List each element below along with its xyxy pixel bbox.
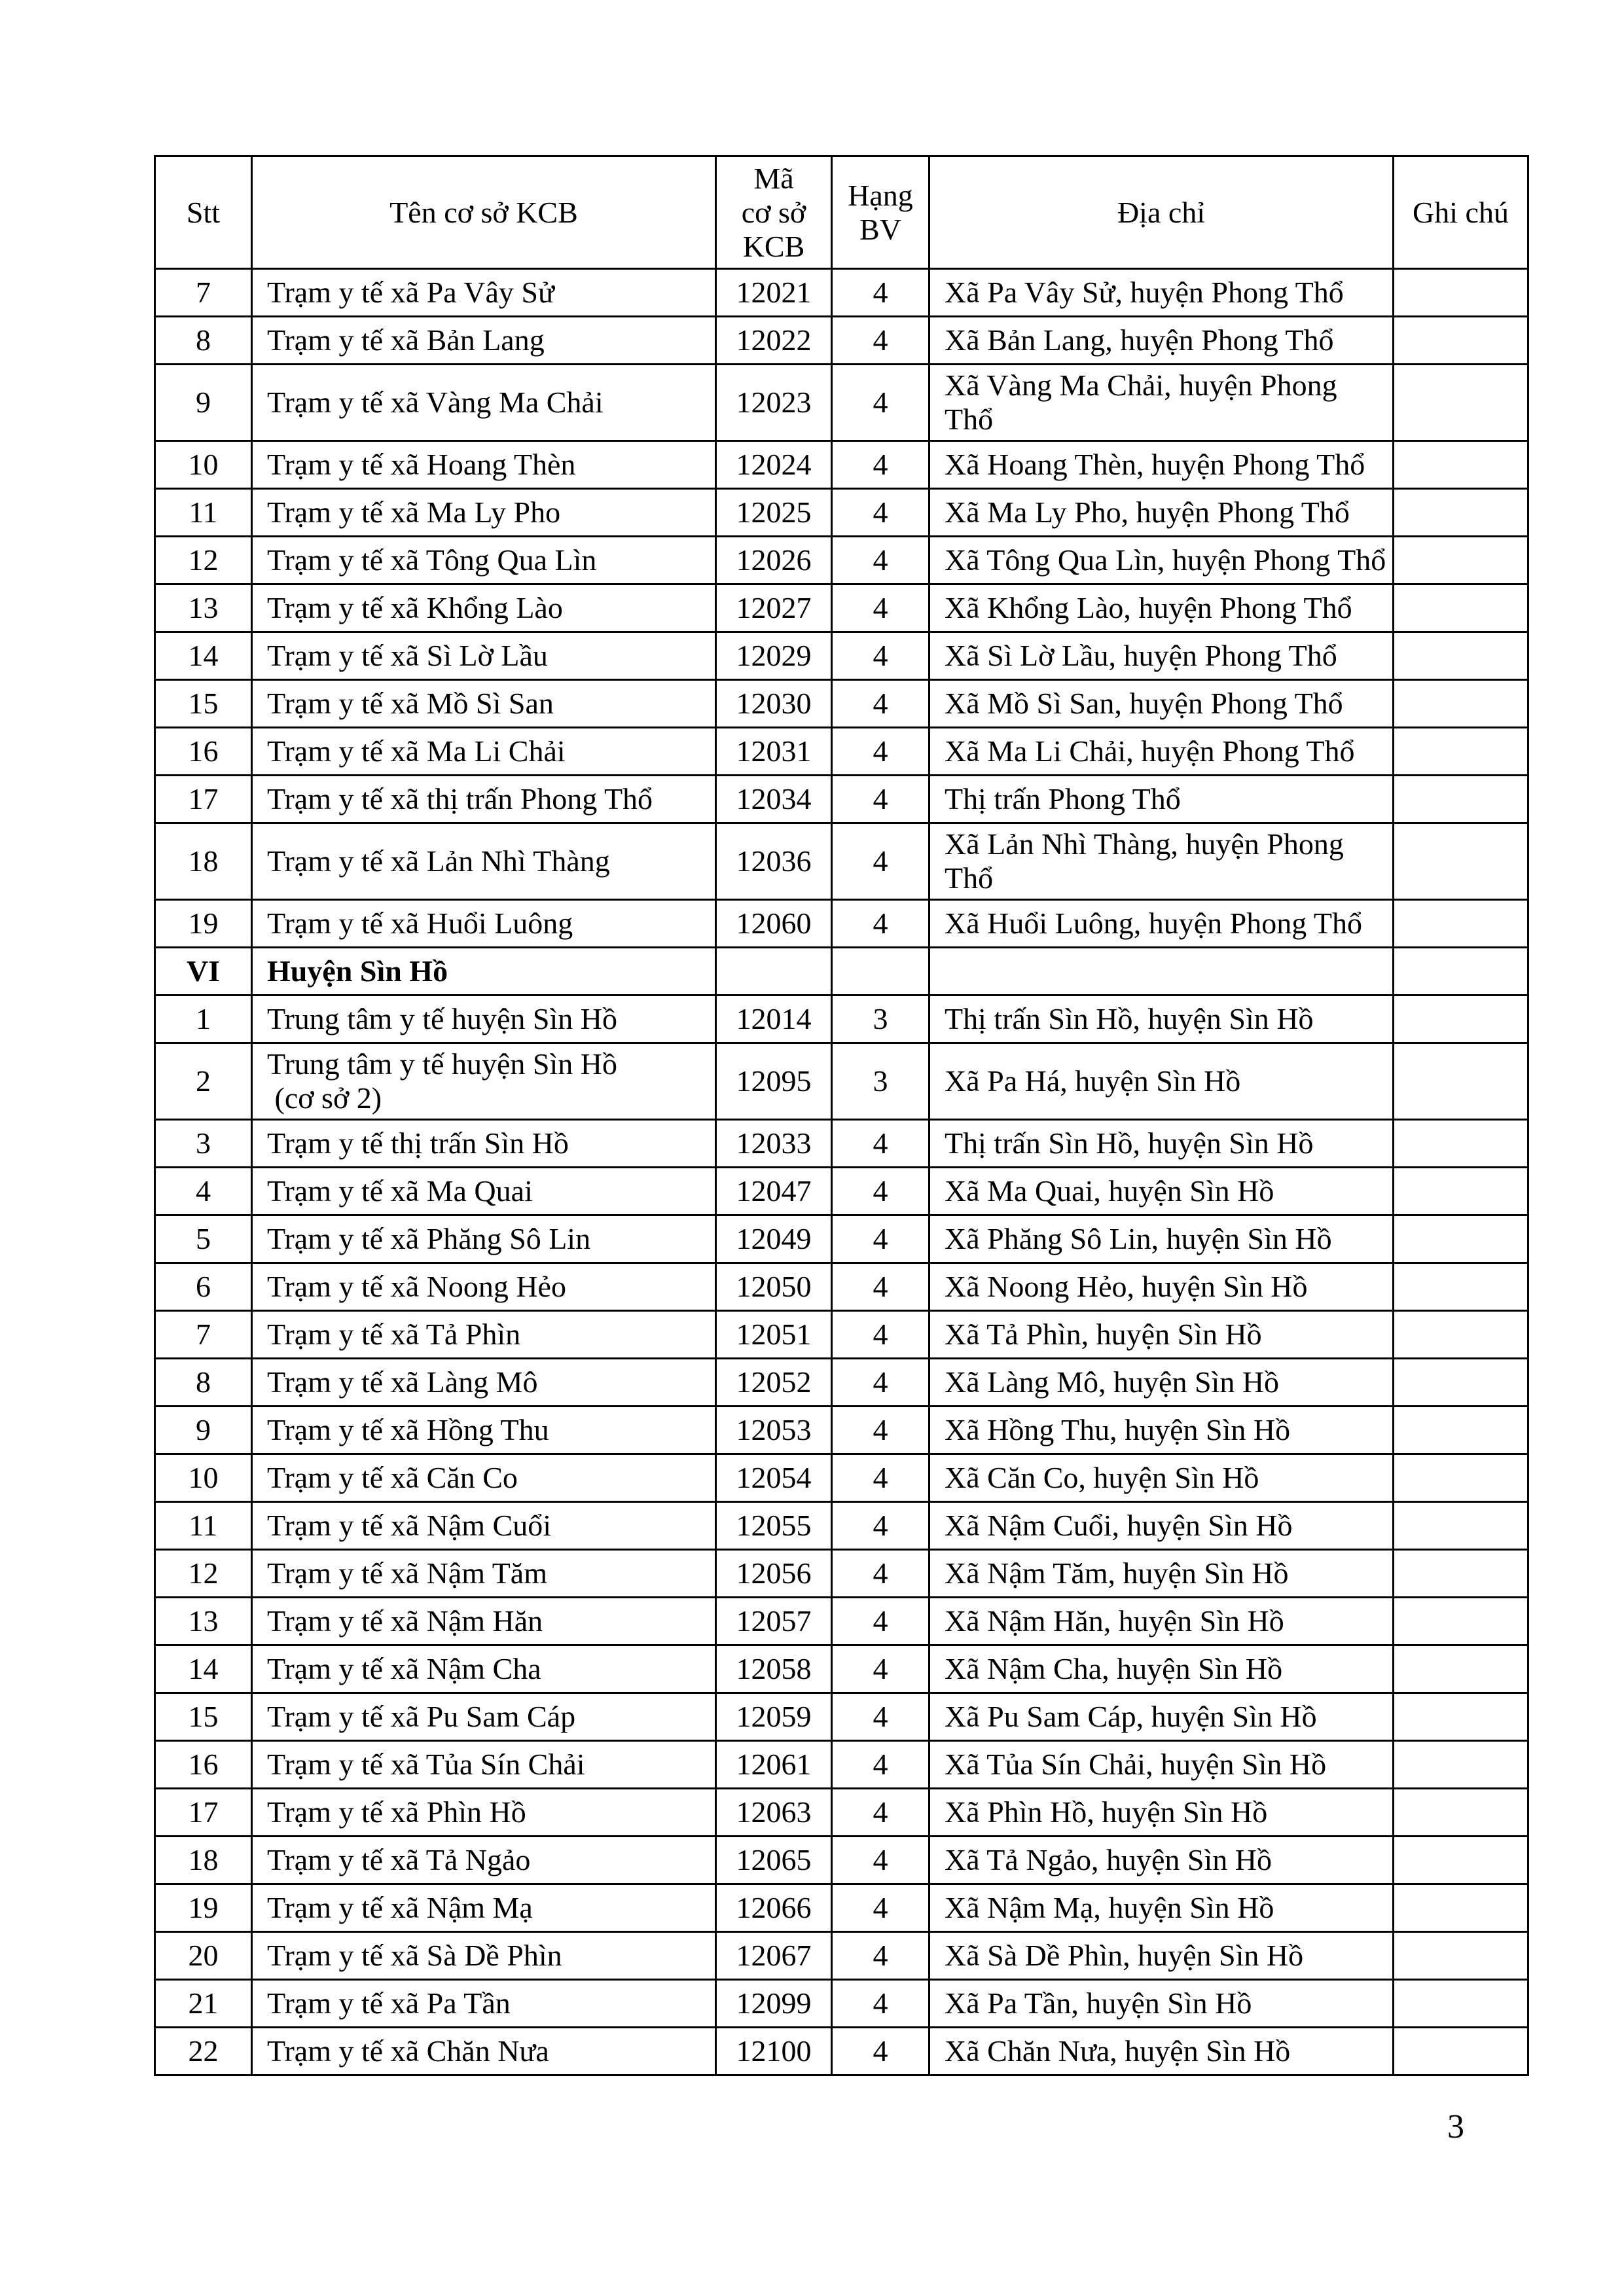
cell-facility-name: Trạm y tế xã Chăn Nưa bbox=[252, 2028, 716, 2075]
cell-address: Xã Chăn Nưa, huyện Sìn Hồ bbox=[929, 2028, 1394, 2075]
cell-stt: 4 bbox=[155, 1168, 252, 1215]
cell-facility-code: 12014 bbox=[716, 996, 832, 1043]
section-title: Huyện Sìn Hồ bbox=[252, 948, 716, 996]
cell-facility-name: Trạm y tế xã Nậm Tăm bbox=[252, 1550, 716, 1598]
cell-facility-code: 12034 bbox=[716, 776, 832, 823]
cell-facility-name: Trạm y tế xã Tả Ngảo bbox=[252, 1837, 716, 1884]
cell-address: Xã Nậm Cha, huyện Sìn Hồ bbox=[929, 1645, 1394, 1693]
cell-note bbox=[1394, 489, 1528, 537]
table-row bbox=[155, 1598, 1528, 1645]
cell-stt: 8 bbox=[155, 1359, 252, 1407]
cell-stt: 16 bbox=[155, 728, 252, 776]
cell-stt: 11 bbox=[155, 1502, 252, 1550]
cell-facility-code: 12051 bbox=[716, 1311, 832, 1359]
cell-hospital-rank: 4 bbox=[832, 900, 929, 948]
cell-stt: 13 bbox=[155, 584, 252, 632]
cell-hospital-rank: 4 bbox=[832, 1120, 929, 1168]
cell-hospital-rank: 4 bbox=[832, 1741, 929, 1789]
cell-note bbox=[1394, 1980, 1528, 2028]
table-row bbox=[155, 1359, 1528, 1407]
cell-facility-code: 12067 bbox=[716, 1932, 832, 1980]
table-row bbox=[155, 1932, 1528, 1980]
cell-note bbox=[1394, 1693, 1528, 1741]
cell-address: Xã Nậm Tăm, huyện Sìn Hồ bbox=[929, 1550, 1394, 1598]
cell-facility-code: 12066 bbox=[716, 1884, 832, 1932]
cell-note bbox=[1394, 1837, 1528, 1884]
address-line: Thổ bbox=[945, 861, 994, 895]
cell-address bbox=[929, 365, 1394, 441]
cell-hospital-rank: 4 bbox=[832, 1215, 929, 1263]
section-number: VI bbox=[155, 948, 252, 996]
cell-note bbox=[1394, 776, 1528, 823]
cell-facility-name: Trạm y tế xã Căn Co bbox=[252, 1454, 716, 1502]
cell-address: Xã Nậm Hăn, huyện Sìn Hồ bbox=[929, 1598, 1394, 1645]
cell-facility-name: Trạm y tế xã Tả Phìn bbox=[252, 1311, 716, 1359]
table-row bbox=[155, 996, 1528, 1043]
cell-note bbox=[1394, 1741, 1528, 1789]
cell-stt: 17 bbox=[155, 1789, 252, 1837]
cell-hospital-rank: 3 bbox=[832, 996, 929, 1043]
cell-hospital-rank: 4 bbox=[832, 1168, 929, 1215]
table-row bbox=[155, 584, 1528, 632]
cell-address: Thị trấn Sìn Hồ, huyện Sìn Hồ bbox=[929, 1120, 1394, 1168]
cell-facility-code: 12054 bbox=[716, 1454, 832, 1502]
cell-hospital-rank: 4 bbox=[832, 1598, 929, 1645]
cell-address: Xã Ma Li Chải, huyện Phong Thổ bbox=[929, 728, 1394, 776]
cell-hospital-rank: 4 bbox=[832, 1837, 929, 1884]
cell-facility-name: Trạm y tế xã Hoang Thèn bbox=[252, 441, 716, 489]
cell-address: Xã Noong Hẻo, huyện Sìn Hồ bbox=[929, 1263, 1394, 1311]
table-row bbox=[155, 1980, 1528, 2028]
cell-facility-name: Trạm y tế xã Ma Quai bbox=[252, 1168, 716, 1215]
cell-facility-name: Trạm y tế xã Làng Mô bbox=[252, 1359, 716, 1407]
cell-address: Thị trấn Phong Thổ bbox=[929, 776, 1394, 823]
cell-address bbox=[929, 823, 1394, 900]
cell-facility-name: Trạm y tế xã Nậm Mạ bbox=[252, 1884, 716, 1932]
cell-facility-code: 12065 bbox=[716, 1837, 832, 1884]
facility-name-line: (cơ sở 2) bbox=[267, 1081, 382, 1115]
cell-stt: 15 bbox=[155, 1693, 252, 1741]
cell-facility-name: Trung tâm y tế huyện Sìn Hồ bbox=[252, 996, 716, 1043]
table-row bbox=[155, 776, 1528, 823]
cell-hospital-rank: 4 bbox=[832, 1645, 929, 1693]
cell-note bbox=[1394, 1932, 1528, 1980]
cell-facility-code: 12055 bbox=[716, 1502, 832, 1550]
table-row bbox=[155, 365, 1528, 441]
header-hospital-rank-line: BV bbox=[859, 212, 901, 246]
cell-hospital-rank: 4 bbox=[832, 680, 929, 728]
cell-stt: 7 bbox=[155, 1311, 252, 1359]
cell-hospital-rank: 4 bbox=[832, 2028, 929, 2075]
cell-facility-name: Trạm y tế thị trấn Sìn Hồ bbox=[252, 1120, 716, 1168]
cell-address bbox=[929, 948, 1394, 996]
header-facility-code-line: KCB bbox=[742, 229, 805, 263]
cell-facility-name: Trạm y tế xã thị trấn Phong Thổ bbox=[252, 776, 716, 823]
table-row bbox=[155, 1550, 1528, 1598]
cell-facility-name: Trạm y tế xã Phìn Hồ bbox=[252, 1789, 716, 1837]
cell-facility-name: Trạm y tế xã Hồng Thu bbox=[252, 1407, 716, 1454]
cell-address: Xã Hồng Thu, huyện Sìn Hồ bbox=[929, 1407, 1394, 1454]
table-row bbox=[155, 1789, 1528, 1837]
cell-stt: 10 bbox=[155, 1454, 252, 1502]
cell-note bbox=[1394, 2028, 1528, 2075]
cell-stt: 20 bbox=[155, 1932, 252, 1980]
table-row bbox=[155, 1884, 1528, 1932]
cell-facility-name bbox=[252, 1043, 716, 1120]
cell-stt: 8 bbox=[155, 317, 252, 365]
cell-facility-name: Trạm y tế xã Tủa Sín Chải bbox=[252, 1741, 716, 1789]
cell-hospital-rank: 4 bbox=[832, 1502, 929, 1550]
address-line: Xã Lản Nhì Thàng, huyện Phong bbox=[945, 827, 1344, 861]
cell-stt: 14 bbox=[155, 1645, 252, 1693]
table-row bbox=[155, 1502, 1528, 1550]
table-row bbox=[155, 1407, 1528, 1454]
cell-note bbox=[1394, 948, 1528, 996]
cell-hospital-rank: 4 bbox=[832, 776, 929, 823]
table-row bbox=[155, 489, 1528, 537]
table-row bbox=[155, 1120, 1528, 1168]
header-facility-name: Tên cơ sở KCB bbox=[252, 156, 716, 269]
cell-address: Xã Nậm Mạ, huyện Sìn Hồ bbox=[929, 1884, 1394, 1932]
cell-facility-name: Trạm y tế xã Noong Hẻo bbox=[252, 1263, 716, 1311]
table-row bbox=[155, 823, 1528, 900]
section-row bbox=[155, 948, 1528, 996]
cell-note bbox=[1394, 1645, 1528, 1693]
cell-note bbox=[1394, 900, 1528, 948]
cell-address: Xã Căn Co, huyện Sìn Hồ bbox=[929, 1454, 1394, 1502]
cell-facility-code: 12047 bbox=[716, 1168, 832, 1215]
cell-note bbox=[1394, 1502, 1528, 1550]
cell-facility-name: Trạm y tế xã Sà Dề Phìn bbox=[252, 1932, 716, 1980]
cell-facility-code: 12021 bbox=[716, 269, 832, 317]
cell-address: Xã Mồ Sì San, huyện Phong Thổ bbox=[929, 680, 1394, 728]
cell-stt: 16 bbox=[155, 1741, 252, 1789]
table-row bbox=[155, 1215, 1528, 1263]
cell-stt: 2 bbox=[155, 1043, 252, 1120]
cell-address: Xã Pa Há, huyện Sìn Hồ bbox=[929, 1043, 1394, 1120]
cell-address: Xã Ma Ly Pho, huyện Phong Thổ bbox=[929, 489, 1394, 537]
cell-note bbox=[1394, 1043, 1528, 1120]
cell-stt: 19 bbox=[155, 900, 252, 948]
cell-address: Xã Phìn Hồ, huyện Sìn Hồ bbox=[929, 1789, 1394, 1837]
cell-hospital-rank: 4 bbox=[832, 1884, 929, 1932]
cell-facility-code: 12063 bbox=[716, 1789, 832, 1837]
cell-address: Xã Sì Lờ Lầu, huyện Phong Thổ bbox=[929, 632, 1394, 680]
cell-facility-code: 12025 bbox=[716, 489, 832, 537]
cell-facility-name: Trạm y tế xã Pa Vây Sử bbox=[252, 269, 716, 317]
cell-stt: 6 bbox=[155, 1263, 252, 1311]
cell-facility-name: Trạm y tế xã Bản Lang bbox=[252, 317, 716, 365]
cell-address: Xã Ma Quai, huyện Sìn Hồ bbox=[929, 1168, 1394, 1215]
cell-address: Xã Tông Qua Lìn, huyện Phong Thổ bbox=[929, 537, 1394, 584]
cell-hospital-rank: 4 bbox=[832, 1454, 929, 1502]
header-stt: Stt bbox=[155, 156, 252, 269]
cell-facility-code: 12053 bbox=[716, 1407, 832, 1454]
cell-facility-name: Trạm y tế xã Huổi Luông bbox=[252, 900, 716, 948]
cell-facility-name: Trạm y tế xã Phăng Sô Lin bbox=[252, 1215, 716, 1263]
cell-facility-name: Trạm y tế xã Ma Ly Pho bbox=[252, 489, 716, 537]
cell-stt: 14 bbox=[155, 632, 252, 680]
table-body bbox=[155, 269, 1528, 2075]
cell-facility-name: Trạm y tế xã Nậm Hăn bbox=[252, 1598, 716, 1645]
cell-stt: 9 bbox=[155, 365, 252, 441]
cell-note bbox=[1394, 1168, 1528, 1215]
cell-address: Xã Sà Dề Phìn, huyện Sìn Hồ bbox=[929, 1932, 1394, 1980]
cell-facility-code: 12026 bbox=[716, 537, 832, 584]
cell-address: Thị trấn Sìn Hồ, huyện Sìn Hồ bbox=[929, 996, 1394, 1043]
cell-note bbox=[1394, 537, 1528, 584]
cell-address: Xã Tả Phìn, huyện Sìn Hồ bbox=[929, 1311, 1394, 1359]
cell-stt: 21 bbox=[155, 1980, 252, 2028]
cell-note bbox=[1394, 317, 1528, 365]
cell-address: Xã Pa Vây Sử, huyện Phong Thổ bbox=[929, 269, 1394, 317]
cell-facility-name: Trạm y tế xã Pa Tần bbox=[252, 1980, 716, 2028]
cell-hospital-rank: 4 bbox=[832, 728, 929, 776]
table-header bbox=[155, 156, 1528, 269]
cell-facility-name: Trạm y tế xã Nậm Cuổi bbox=[252, 1502, 716, 1550]
cell-facility-code: 12049 bbox=[716, 1215, 832, 1263]
cell-facility-code: 12050 bbox=[716, 1263, 832, 1311]
cell-address: Xã Bản Lang, huyện Phong Thổ bbox=[929, 317, 1394, 365]
table-row bbox=[155, 317, 1528, 365]
cell-stt: 3 bbox=[155, 1120, 252, 1168]
table-row bbox=[155, 537, 1528, 584]
cell-address: Xã Huổi Luông, huyện Phong Thổ bbox=[929, 900, 1394, 948]
header-facility-code-line: cơ sở bbox=[741, 195, 806, 229]
cell-stt: 15 bbox=[155, 680, 252, 728]
cell-hospital-rank: 4 bbox=[832, 1789, 929, 1837]
cell-hospital-rank: 4 bbox=[832, 489, 929, 537]
cell-stt: 19 bbox=[155, 1884, 252, 1932]
cell-hospital-rank: 4 bbox=[832, 1263, 929, 1311]
cell-facility-code: 12030 bbox=[716, 680, 832, 728]
cell-facility-name: Trạm y tế xã Vàng Ma Chải bbox=[252, 365, 716, 441]
table-row bbox=[155, 1645, 1528, 1693]
cell-facility-name: Trạm y tế xã Sì Lờ Lầu bbox=[252, 632, 716, 680]
cell-note bbox=[1394, 1884, 1528, 1932]
cell-facility-code: 12059 bbox=[716, 1693, 832, 1741]
table-row bbox=[155, 632, 1528, 680]
cell-note bbox=[1394, 680, 1528, 728]
table-row bbox=[155, 1454, 1528, 1502]
cell-address: Xã Pu Sam Cáp, huyện Sìn Hồ bbox=[929, 1693, 1394, 1741]
cell-hospital-rank: 3 bbox=[832, 1043, 929, 1120]
header-hospital-rank-line: Hạng bbox=[848, 178, 913, 212]
cell-note bbox=[1394, 728, 1528, 776]
cell-hospital-rank: 4 bbox=[832, 269, 929, 317]
cell-facility-code: 12036 bbox=[716, 823, 832, 900]
cell-note bbox=[1394, 1598, 1528, 1645]
cell-facility-code: 12057 bbox=[716, 1598, 832, 1645]
cell-hospital-rank: 4 bbox=[832, 1311, 929, 1359]
cell-facility-code: 12095 bbox=[716, 1043, 832, 1120]
table-row bbox=[155, 1741, 1528, 1789]
cell-hospital-rank: 4 bbox=[832, 1550, 929, 1598]
cell-facility-code: 12023 bbox=[716, 365, 832, 441]
cell-facility-code: 12027 bbox=[716, 584, 832, 632]
cell-hospital-rank: 4 bbox=[832, 1407, 929, 1454]
cell-note bbox=[1394, 584, 1528, 632]
cell-note bbox=[1394, 1789, 1528, 1837]
cell-facility-code: 12031 bbox=[716, 728, 832, 776]
table-row bbox=[155, 900, 1528, 948]
cell-note bbox=[1394, 632, 1528, 680]
cell-stt: 5 bbox=[155, 1215, 252, 1263]
header-address: Địa chỉ bbox=[929, 156, 1394, 269]
health-facility-table bbox=[154, 155, 1529, 2076]
table-row bbox=[155, 1693, 1528, 1741]
cell-facility-name: Trạm y tế xã Ma Li Chải bbox=[252, 728, 716, 776]
header-facility-code bbox=[716, 156, 832, 269]
cell-stt: 10 bbox=[155, 441, 252, 489]
cell-note bbox=[1394, 1359, 1528, 1407]
cell-facility-code: 12024 bbox=[716, 441, 832, 489]
cell-note bbox=[1394, 1120, 1528, 1168]
cell-note bbox=[1394, 1407, 1528, 1454]
header-note: Ghi chú bbox=[1394, 156, 1528, 269]
cell-hospital-rank: 4 bbox=[832, 584, 929, 632]
cell-facility-code: 12029 bbox=[716, 632, 832, 680]
facility-name-line: Trung tâm y tế huyện Sìn Hồ bbox=[267, 1047, 617, 1081]
cell-facility-name: Trạm y tế xã Tông Qua Lìn bbox=[252, 537, 716, 584]
cell-stt: 7 bbox=[155, 269, 252, 317]
header-hospital-rank bbox=[832, 156, 929, 269]
cell-note bbox=[1394, 1311, 1528, 1359]
cell-address: Xã Làng Mô, huyện Sìn Hồ bbox=[929, 1359, 1394, 1407]
cell-hospital-rank: 4 bbox=[832, 1693, 929, 1741]
table-row bbox=[155, 2028, 1528, 2075]
cell-facility-name: Trạm y tế xã Mồ Sì San bbox=[252, 680, 716, 728]
table-row bbox=[155, 1043, 1528, 1120]
cell-note bbox=[1394, 823, 1528, 900]
cell-address: Xã Tả Ngảo, huyện Sìn Hồ bbox=[929, 1837, 1394, 1884]
cell-note bbox=[1394, 1454, 1528, 1502]
cell-note bbox=[1394, 996, 1528, 1043]
table-row bbox=[155, 1837, 1528, 1884]
cell-note bbox=[1394, 1215, 1528, 1263]
cell-code bbox=[716, 948, 832, 996]
cell-stt: 22 bbox=[155, 2028, 252, 2075]
cell-facility-code: 12033 bbox=[716, 1120, 832, 1168]
cell-stt: 18 bbox=[155, 1837, 252, 1884]
table-row bbox=[155, 269, 1528, 317]
cell-facility-code: 12056 bbox=[716, 1550, 832, 1598]
cell-hospital-rank: 4 bbox=[832, 1932, 929, 1980]
cell-facility-code: 12061 bbox=[716, 1741, 832, 1789]
cell-facility-name: Trạm y tế xã Khổng Lào bbox=[252, 584, 716, 632]
cell-note bbox=[1394, 441, 1528, 489]
cell-facility-code: 12058 bbox=[716, 1645, 832, 1693]
cell-hospital-rank: 4 bbox=[832, 365, 929, 441]
cell-address: Xã Nậm Cuổi, huyện Sìn Hồ bbox=[929, 1502, 1394, 1550]
cell-facility-code: 12052 bbox=[716, 1359, 832, 1407]
cell-hospital-rank: 4 bbox=[832, 537, 929, 584]
address-line: Xã Vàng Ma Chải, huyện Phong bbox=[945, 368, 1337, 402]
cell-hospital-rank: 4 bbox=[832, 632, 929, 680]
header-facility-code-line: Mã bbox=[753, 161, 794, 195]
cell-facility-name: Trạm y tế xã Nậm Cha bbox=[252, 1645, 716, 1693]
table-row bbox=[155, 441, 1528, 489]
cell-note bbox=[1394, 1263, 1528, 1311]
table-row bbox=[155, 728, 1528, 776]
cell-facility-code: 12060 bbox=[716, 900, 832, 948]
cell-note bbox=[1394, 269, 1528, 317]
table-row bbox=[155, 1263, 1528, 1311]
cell-stt: 11 bbox=[155, 489, 252, 537]
cell-address: Xã Hoang Thèn, huyện Phong Thổ bbox=[929, 441, 1394, 489]
cell-facility-name: Trạm y tế xã Lản Nhì Thàng bbox=[252, 823, 716, 900]
table-row bbox=[155, 1311, 1528, 1359]
table-row bbox=[155, 680, 1528, 728]
cell-hospital-rank: 4 bbox=[832, 1980, 929, 2028]
cell-stt: 18 bbox=[155, 823, 252, 900]
cell-address: Xã Pa Tần, huyện Sìn Hồ bbox=[929, 1980, 1394, 2028]
cell-facility-name: Trạm y tế xã Pu Sam Cáp bbox=[252, 1693, 716, 1741]
table-row bbox=[155, 1168, 1528, 1215]
page-number: 3 bbox=[1447, 2108, 1464, 2145]
cell-address: Xã Tủa Sín Chải, huyện Sìn Hồ bbox=[929, 1741, 1394, 1789]
address-line: Thổ bbox=[945, 403, 994, 436]
cell-stt: 17 bbox=[155, 776, 252, 823]
cell-hospital-rank: 4 bbox=[832, 823, 929, 900]
cell-hospital-rank: 4 bbox=[832, 1359, 929, 1407]
cell-address: Xã Khổng Lào, huyện Phong Thổ bbox=[929, 584, 1394, 632]
cell-facility-code: 12100 bbox=[716, 2028, 832, 2075]
cell-note bbox=[1394, 1550, 1528, 1598]
cell-stt: 9 bbox=[155, 1407, 252, 1454]
cell-stt: 12 bbox=[155, 1550, 252, 1598]
cell-hospital-rank: 4 bbox=[832, 441, 929, 489]
cell-address: Xã Phăng Sô Lin, huyện Sìn Hồ bbox=[929, 1215, 1394, 1263]
cell-facility-code: 12099 bbox=[716, 1980, 832, 2028]
cell-rank bbox=[832, 948, 929, 996]
header-row bbox=[155, 156, 1528, 269]
cell-stt: 1 bbox=[155, 996, 252, 1043]
cell-hospital-rank: 4 bbox=[832, 317, 929, 365]
cell-facility-code: 12022 bbox=[716, 317, 832, 365]
cell-note bbox=[1394, 365, 1528, 441]
cell-stt: 13 bbox=[155, 1598, 252, 1645]
cell-stt: 12 bbox=[155, 537, 252, 584]
